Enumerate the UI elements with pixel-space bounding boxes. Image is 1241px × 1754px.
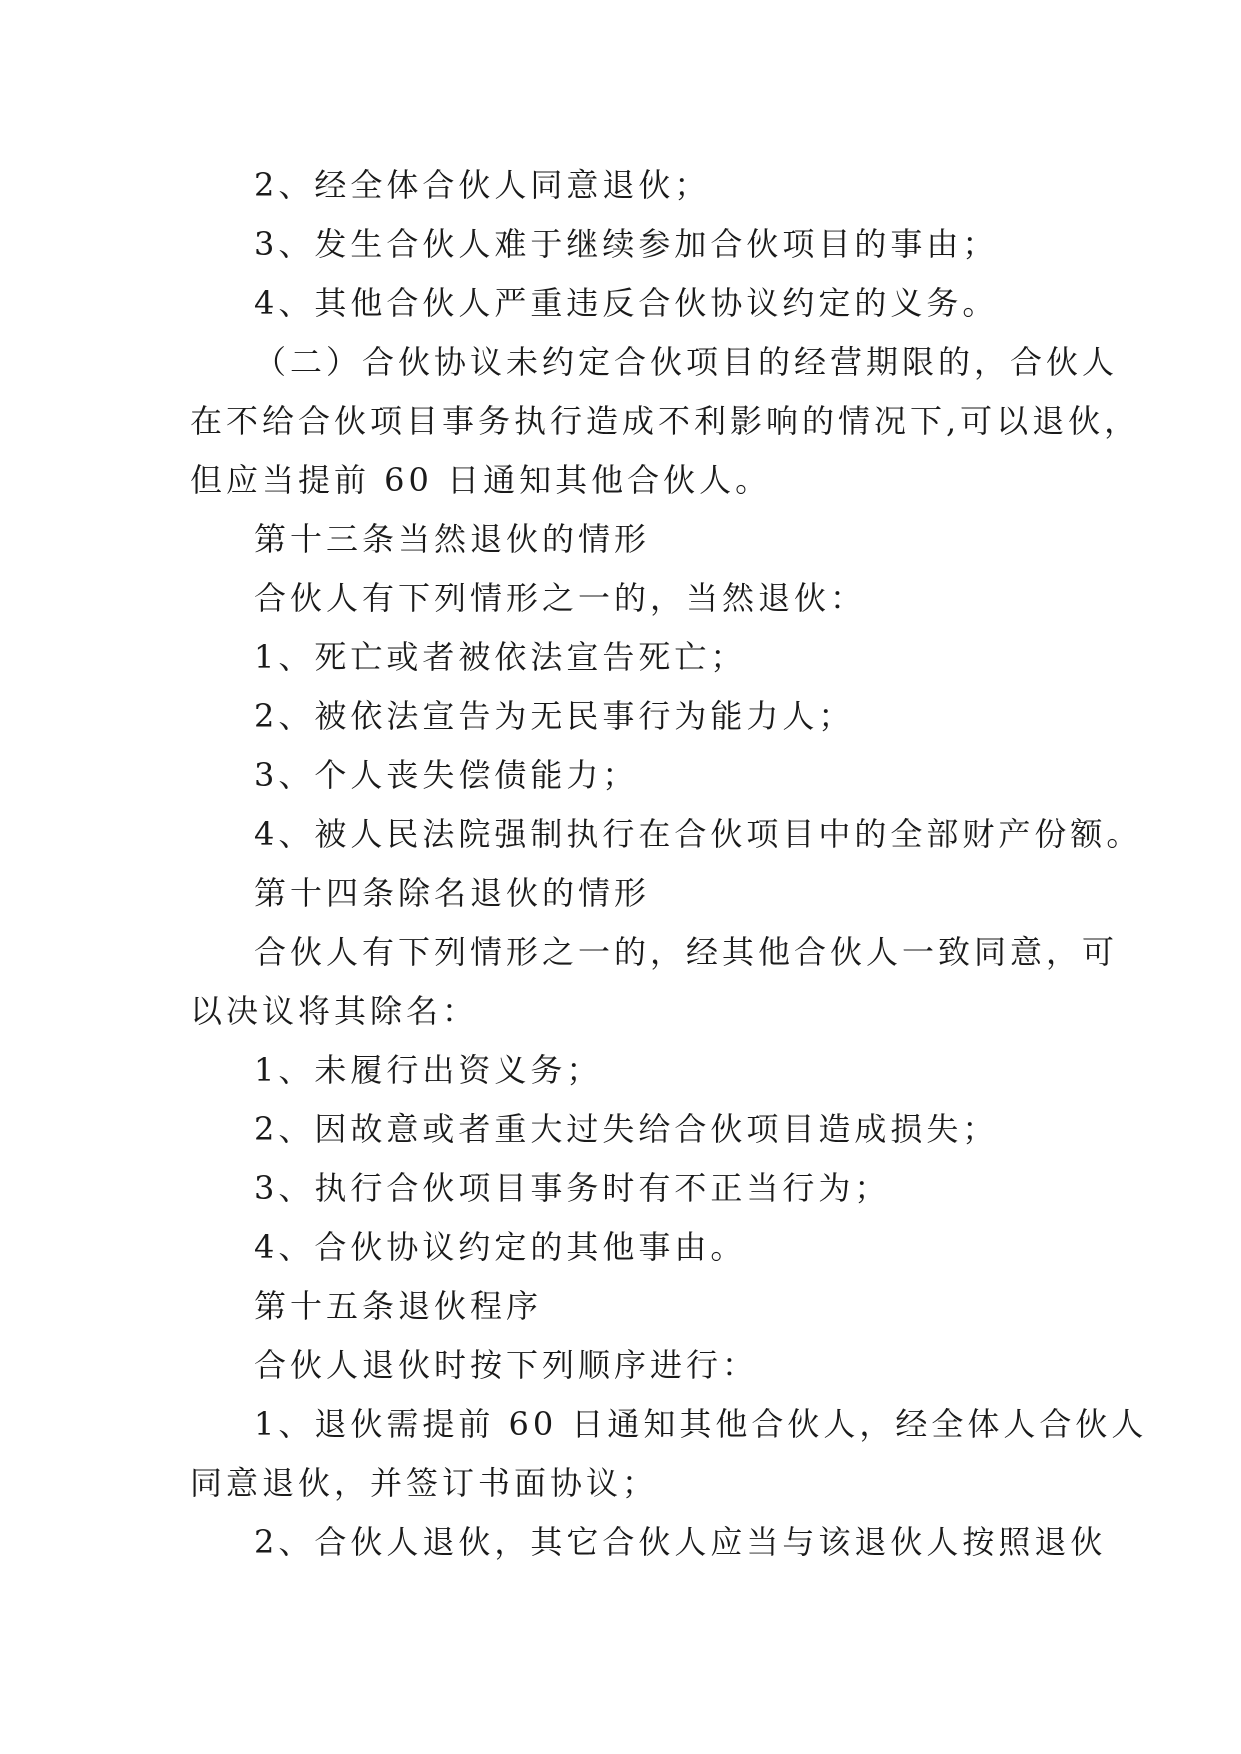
list-item-2-withdrawal-consent: 2、经全体合伙人同意退伙； bbox=[254, 166, 711, 204]
article-15-item-1-line-2: 同意退伙，并签订书面协议； bbox=[190, 1464, 659, 1502]
article-13-item-3: 3、个人丧失偿债能力； bbox=[254, 756, 639, 794]
article-14-heading: 第十四条除名退伙的情形 bbox=[254, 874, 651, 912]
article-15-intro: 合伙人退伙时按下列顺序进行： bbox=[254, 1346, 759, 1384]
paragraph-unspecified-term-line-1: （二）合伙协议未约定合伙项目的经营期限的，合伙人 bbox=[254, 343, 1119, 381]
article-15-item-1-line-1: 1、退伙需提前 60 日通知其他合伙人，经全体人合伙人 bbox=[254, 1405, 1148, 1443]
article-13-item-4: 4、被人民法院强制执行在合伙项目中的全部财产份额。 bbox=[254, 815, 1143, 853]
article-14-item-3: 3、执行合伙项目事务时有不正当行为； bbox=[254, 1169, 891, 1207]
paragraph-unspecified-term-line-3: 但应当提前 60 日通知其他合伙人。 bbox=[190, 461, 772, 499]
paragraph-unspecified-term-line-2: 在不给合伙项目事务执行造成不利影响的情况下,可以退伙， bbox=[190, 402, 1141, 440]
article-14-item-1: 1、未履行出资义务； bbox=[254, 1051, 603, 1089]
article-13-item-1: 1、死亡或者被依法宣告死亡； bbox=[254, 638, 747, 676]
article-13-heading: 第十三条当然退伙的情形 bbox=[254, 520, 651, 558]
article-13-item-2: 2、被依法宣告为无民事行为能力人； bbox=[254, 697, 855, 735]
list-item-3-withdrawal-cause: 3、发生合伙人难于继续参加合伙项目的事由； bbox=[254, 225, 999, 263]
article-15-item-2-line-1: 2、合伙人退伙，其它合伙人应当与该退伙人按照退伙 bbox=[254, 1523, 1107, 1561]
article-14-intro-line-1: 合伙人有下列情形之一的，经其他合伙人一致同意，可 bbox=[254, 933, 1119, 971]
article-14-item-4: 4、合伙协议约定的其他事由。 bbox=[254, 1228, 747, 1266]
article-13-intro: 合伙人有下列情形之一的，当然退伙： bbox=[254, 579, 867, 617]
article-15-heading: 第十五条退伙程序 bbox=[254, 1287, 543, 1325]
document-body bbox=[190, 156, 1148, 1572]
list-item-4-breach: 4、其他合伙人严重违反合伙协议约定的义务。 bbox=[254, 284, 999, 322]
article-14-item-2: 2、因故意或者重大过失给合伙项目造成损失； bbox=[254, 1110, 999, 1148]
article-14-intro-line-2: 以决议将其除名： bbox=[190, 992, 479, 1030]
